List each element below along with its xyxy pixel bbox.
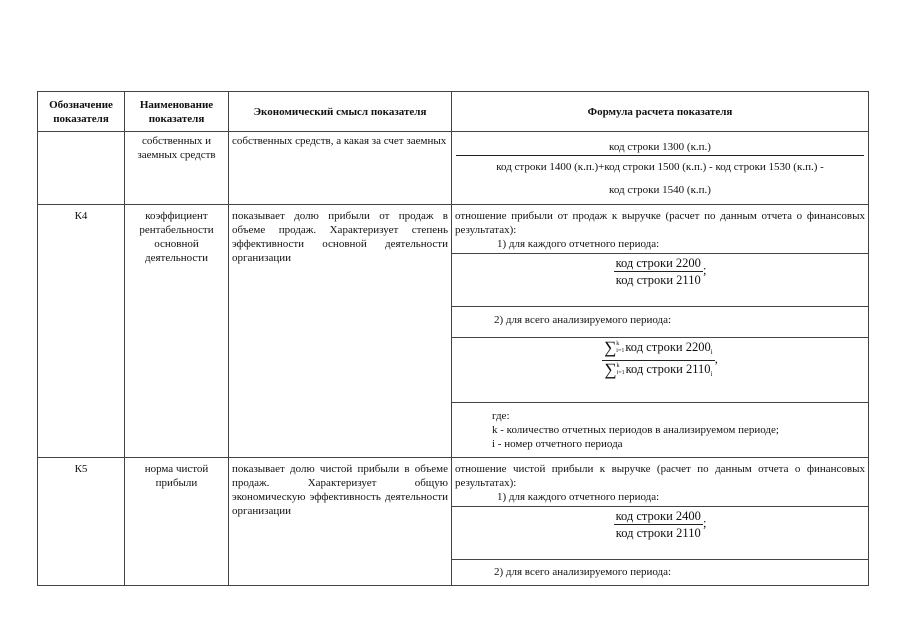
- formula-step1: 1) для каждого отчетного периода:: [497, 238, 660, 250]
- cell-meaning: показывает долю чистой прибыли в объеме продаж. Характеризует общую экономическую эффективность деятельности организации: [229, 458, 452, 586]
- fraction: [614, 509, 703, 540]
- cell-formula: [452, 132, 869, 205]
- fraction-numerator: код строки 2400: [615, 509, 701, 523]
- table-row: [38, 132, 869, 205]
- header-code: Обозначение показателя: [38, 92, 125, 132]
- table-row: [38, 205, 869, 458]
- cell-name: коэффициент рентабельности основной деятельности: [125, 205, 229, 458]
- fraction-numerator: код строки 2200: [615, 256, 701, 270]
- fraction: [614, 256, 703, 287]
- sigma-icon: ∑: [604, 360, 617, 380]
- fraction-punct: ;: [702, 263, 707, 278]
- cell-meaning: показывает долю прибыли от продаж в объеме продаж. Характеризует степень эффективности основной деятельности организации: [229, 205, 452, 458]
- where-i: i - номер отчетного периода: [492, 438, 623, 450]
- formula-step1: 1) для каждого отчетного периода:: [497, 491, 660, 503]
- formula-numerator: код строки 1300 (к.п.): [456, 140, 864, 156]
- cell-formula: [452, 458, 869, 586]
- indicators-table: [37, 91, 869, 586]
- fraction-punct: ,: [714, 352, 718, 367]
- formula-denominator: код строки 1400 (к.п.)+код строки 1500 (к.п.) - код строки 1530 (к.п.) -: [496, 161, 824, 173]
- formula-intro: отношение чистой прибыли к выручке (расчет по данным отчета о финансовых результатах):: [455, 463, 865, 489]
- cell-code: К4: [38, 205, 125, 458]
- header-name: Наименование показателя: [125, 92, 229, 132]
- formula-step2: 2) для всего анализируемого периода:: [452, 307, 868, 338]
- where-k: k - количество отчетных периодов в анализируемом периоде;: [492, 424, 779, 436]
- fraction-denominator: код строки 2110: [615, 273, 701, 287]
- cell-name: норма чистой прибыли: [125, 458, 229, 586]
- cell-name: собственных и заемных средств: [125, 132, 229, 205]
- formula-denominator-cont: код строки 1540 (к.п.): [609, 184, 711, 196]
- formula-intro: отношение прибыли от продаж к выручке (расчет по данным отчета о финансовых результатах):: [455, 210, 865, 236]
- sigma-icon: ∑: [604, 338, 617, 358]
- where-label: где:: [492, 410, 510, 422]
- cell-meaning: собственных средств, а какая за счет заемных: [229, 132, 452, 205]
- formula-step2: 2) для всего анализируемого периода:: [494, 566, 672, 578]
- sum-fraction: [602, 340, 715, 381]
- cell-code: [38, 132, 125, 205]
- cell-code: К5: [38, 458, 125, 586]
- header-meaning: Экономический смысл показателя: [229, 92, 452, 132]
- header-row: [38, 92, 869, 132]
- header-formula: Формула расчета показателя: [452, 92, 869, 132]
- table-row: [38, 458, 869, 586]
- fraction-punct: ;: [702, 516, 707, 531]
- cell-formula: [452, 205, 869, 458]
- fraction-denominator: код строки 2110: [615, 526, 701, 540]
- sum-numerator: ∑k i=1код строки $2200_i$: [602, 340, 715, 361]
- sum-denominator: ∑k i=1код строки $2110_i$: [604, 360, 713, 380]
